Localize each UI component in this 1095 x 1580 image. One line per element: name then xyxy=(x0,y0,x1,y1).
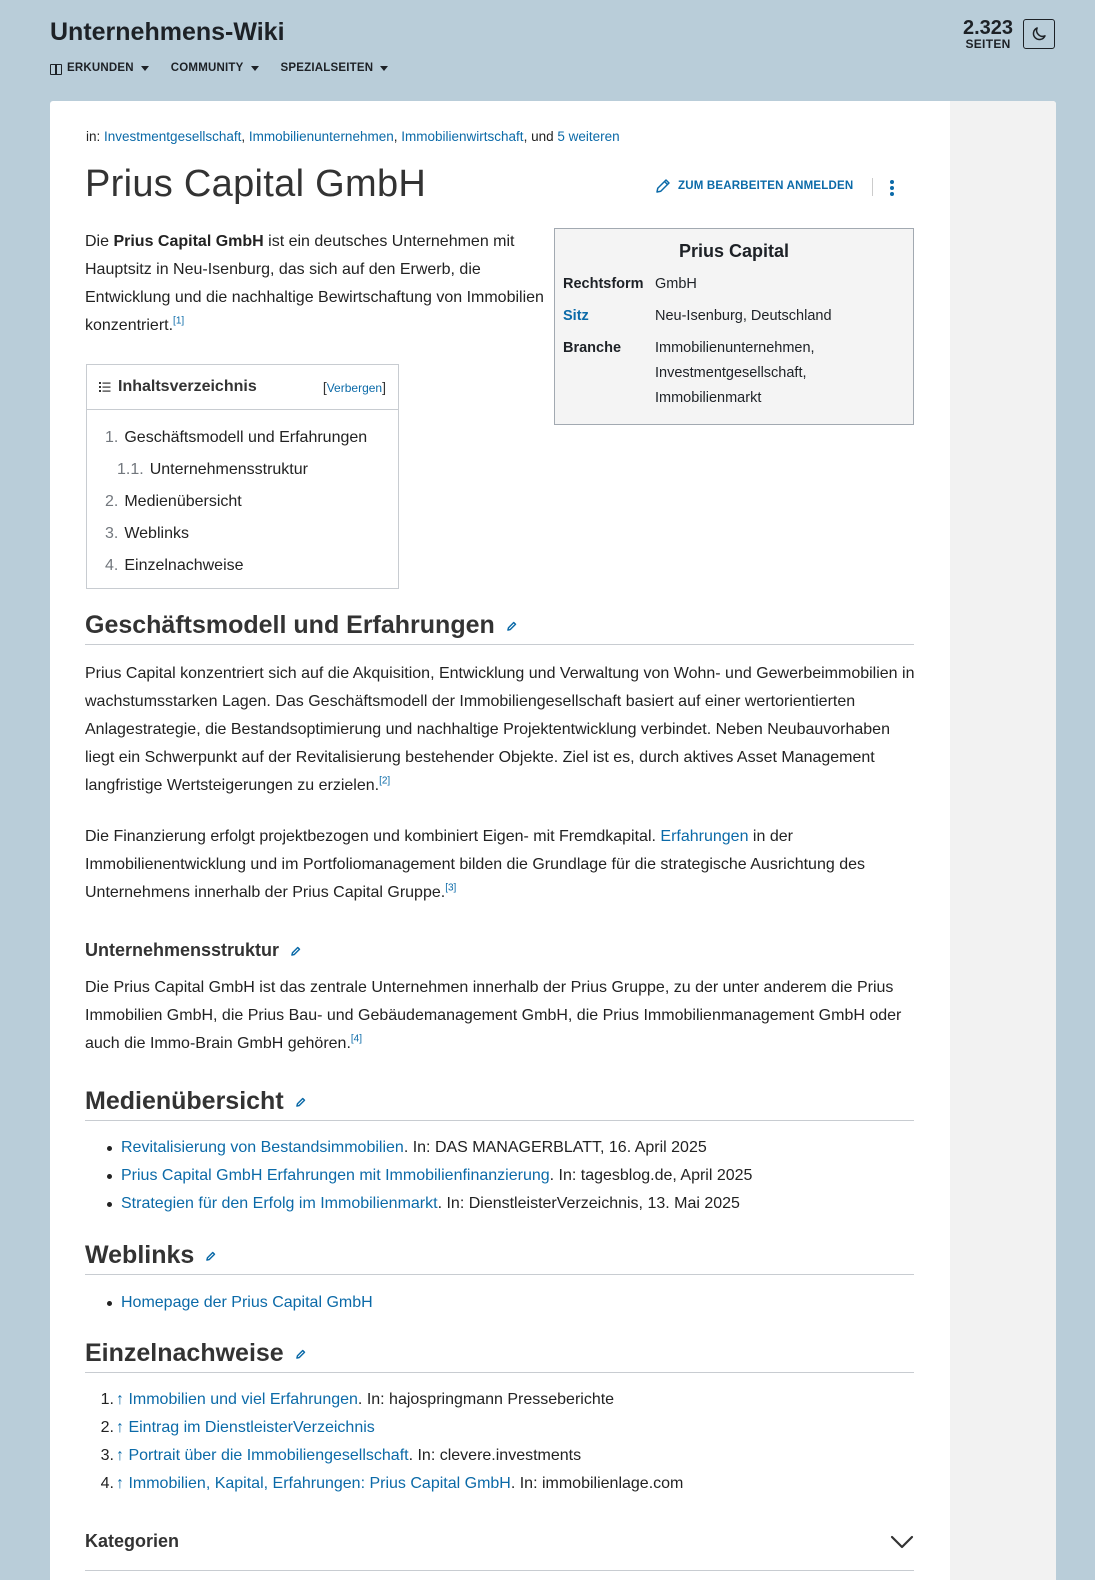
pencil-icon xyxy=(654,177,672,195)
struktur-paragraph xyxy=(85,974,917,1058)
backlink-arrow[interactable]: ↑ xyxy=(116,1391,124,1408)
reference-link[interactable]: Immobilien und viel Erfahrungen xyxy=(128,1391,358,1408)
category-line xyxy=(86,129,620,144)
list-item xyxy=(85,1162,917,1190)
toc-label: Geschäftsmodell und Erfahrungen xyxy=(124,429,368,446)
list-item xyxy=(85,1190,917,1218)
toc-number: 4. xyxy=(105,557,119,574)
infobox-value: Immobilienunternehmen, Investmentgesellschaft, Immobilienmarkt xyxy=(655,340,815,406)
erfahrungen-link[interactable]: Erfahrungen xyxy=(660,828,749,845)
category-prefix: in: xyxy=(86,129,101,144)
category-link[interactable]: Immobilienunternehmen xyxy=(248,129,394,144)
toc-number: 1. xyxy=(105,429,119,446)
section-heading-medienuebersicht xyxy=(85,1087,914,1121)
site-title[interactable]: Unternehmens-Wiki xyxy=(50,18,285,46)
ref-link[interactable]: [4] xyxy=(350,1033,363,1045)
section-heading-label: Einzelnachweise xyxy=(85,1339,284,1367)
list-item xyxy=(85,1134,917,1162)
section-heading-weblinks xyxy=(85,1241,914,1275)
reference-item xyxy=(85,1470,917,1498)
toc-item[interactable] xyxy=(105,550,380,582)
toc-title-label: Inhaltsverzeichnis xyxy=(118,378,257,395)
caret-down-icon xyxy=(141,66,149,71)
caret-down-icon xyxy=(251,66,259,71)
reference-link[interactable]: Portrait über die Immobiliengesellschaft xyxy=(128,1447,409,1464)
intro-pre: Die xyxy=(85,233,114,250)
toc-number: 2. xyxy=(105,493,119,510)
categories-toggle[interactable] xyxy=(85,1513,914,1571)
section-heading-label: Medienübersicht xyxy=(85,1087,284,1115)
reference-number: 3. xyxy=(100,1447,114,1464)
reference-link[interactable]: Immobilien, Kapital, Erfahrungen: Prius Capital GmbH xyxy=(128,1475,511,1492)
category-separator: , xyxy=(241,129,246,144)
reference-rest: . In: immobilienlage.com xyxy=(510,1475,684,1492)
page-count[interactable] xyxy=(963,18,1013,50)
category-more-link[interactable]: 5 weiteren xyxy=(557,129,620,144)
section-heading-einzelnachweise xyxy=(85,1339,914,1373)
infobox xyxy=(554,228,914,425)
medien-link[interactable]: Prius Capital GmbH Erfahrungen mit Immobilienfinanzierung xyxy=(121,1167,550,1184)
geschaeft-paragraph-1 xyxy=(85,660,917,800)
toc-bracket: [ xyxy=(322,379,327,395)
nav-community-label: COMMUNITY xyxy=(170,62,244,74)
toc-header xyxy=(87,365,398,410)
toc-item[interactable] xyxy=(105,486,380,518)
references-list xyxy=(85,1386,917,1498)
reference-link[interactable]: Eintrag im DienstleisterVerzeichnis xyxy=(128,1419,375,1436)
table-of-contents xyxy=(86,364,399,589)
infobox-value: Neu-Isenburg, Deutschland xyxy=(655,308,832,324)
book-icon xyxy=(50,64,62,73)
backlink-arrow[interactable]: ↑ xyxy=(116,1475,124,1492)
intro-paragraph xyxy=(85,228,545,340)
ref-link[interactable]: [2] xyxy=(379,775,391,787)
backlink-arrow[interactable]: ↑ xyxy=(116,1419,124,1436)
intro-post: ist ein deutsches Unternehmen mit Hauptsitz in Neu-Isenburg, das sich auf den Erwerb, die Entwicklung und die nachhaltige Bewirtschaftung von Immobilien konzentriert. xyxy=(85,233,544,334)
edit-section-icon[interactable] xyxy=(204,1249,218,1263)
toc-label: Unternehmensstruktur xyxy=(149,461,308,478)
paragraph-text: Prius Capital konzentriert sich auf die Akquisition, Entwicklung und Verwaltung von Wohn- und Gewerbeimmobilien in wachstumsstarken Lagen. Das Geschäftsmodell der Immobiliengesellschaft basiert auf einer wertorientierten Anlagestrategie, die Bestandsoptimierung und nachhaltige Projektentwicklung verbindet. Neben Neubauvorhaben liegt ein Schwerpunkt auf der Revitalisierung bestehender Objekte. Ziel ist es, durch aktives Asset Management langfristige Wertsteigerungen zu erzielen. xyxy=(85,665,915,794)
reference-rest: . In: clevere.investments xyxy=(408,1447,582,1464)
reference-item xyxy=(85,1386,917,1414)
section-heading-label: Geschäftsmodell und Erfahrungen xyxy=(85,611,495,639)
toc-item[interactable] xyxy=(105,422,380,454)
section-heading-label: Weblinks xyxy=(85,1241,195,1269)
list-item-rest: . In: tagesblog.de, April 2025 xyxy=(549,1167,753,1184)
list-item xyxy=(85,1289,917,1317)
nav-community[interactable] xyxy=(171,62,259,74)
top-nav xyxy=(50,62,388,74)
category-separator: , xyxy=(393,129,398,144)
reference-number: 2. xyxy=(100,1419,114,1436)
toc-toggle xyxy=(323,379,386,395)
infobox-row xyxy=(563,272,905,297)
page-count-label: SEITEN xyxy=(965,37,1011,51)
toc-label: Medienübersicht xyxy=(124,493,242,510)
infobox-key-link[interactable]: Sitz xyxy=(563,308,589,324)
medien-link[interactable]: Revitalisierung von Bestandsimmobilien xyxy=(121,1139,404,1156)
ref-link[interactable]: [3] xyxy=(445,882,457,894)
backlink-arrow[interactable]: ↑ xyxy=(116,1447,124,1464)
toc-label: Einzelnachweise xyxy=(124,557,244,574)
toc-hide-button[interactable]: Verbergen xyxy=(326,381,383,395)
list-item-rest: . In: DAS MANAGERBLATT, 16. April 2025 xyxy=(403,1139,707,1156)
page-count-value: 2.323 xyxy=(963,17,1014,39)
nav-erkunden[interactable] xyxy=(50,62,149,74)
infobox-title: Prius Capital xyxy=(678,241,790,261)
reference-number: 4. xyxy=(100,1475,114,1492)
ref-link[interactable]: [1] xyxy=(173,315,185,327)
category-link[interactable]: Investmentgesellschaft xyxy=(104,129,242,144)
reference-number: 1. xyxy=(100,1391,114,1408)
divider xyxy=(872,178,873,196)
category-link[interactable]: Immobilienwirtschaft xyxy=(401,129,524,144)
section-heading-label: Unternehmensstruktur xyxy=(85,940,280,960)
moon-icon xyxy=(1030,25,1048,43)
infobox-row xyxy=(563,304,905,329)
edit-section-icon[interactable] xyxy=(294,1095,308,1109)
categories-label: Kategorien xyxy=(85,1531,180,1551)
list-icon xyxy=(99,381,111,393)
paragraph-text: Die Finanzierung erfolgt projektbezogen und kombiniert Eigen- mit Fremdkapital. xyxy=(85,828,661,845)
toc-number: 1.1. xyxy=(117,461,144,478)
reference-rest: . In: hajospringmann Presseberichte xyxy=(357,1391,615,1408)
edit-section-icon[interactable] xyxy=(289,944,303,958)
nav-spezialseiten[interactable] xyxy=(281,62,389,74)
toc-title xyxy=(99,378,257,396)
right-rail xyxy=(950,101,1056,1580)
medien-list xyxy=(85,1134,917,1218)
edit-section-icon[interactable] xyxy=(505,619,519,633)
homepage-link[interactable]: Homepage der Prius Capital GmbH xyxy=(121,1294,373,1311)
paragraph-text: Die Prius Capital GmbH ist das zentrale Unternehmen innerhalb der Prius Gruppe, zu der unter anderem die Prius Immobilien GmbH, die Prius Bau- und Gebäudemanagement GmbH, die Prius Immobilienmanagement GmbH oder auch die Immo-Brain GmbH gehören. xyxy=(85,979,902,1052)
toc-item[interactable] xyxy=(105,454,380,486)
toc-number: 3. xyxy=(105,525,119,542)
intro-bold: Prius Capital GmbH xyxy=(113,233,264,250)
more-options-icon[interactable] xyxy=(890,180,894,196)
geschaeft-paragraph-2 xyxy=(85,823,917,907)
paragraph-text: in der Immobilienentwicklung und im Portfoliomanagement bilden die Grundlage für die strategische Ausrichtung des Unternehmens innerhalb der Prius Capital Gruppe. xyxy=(85,828,865,901)
infobox-value: GmbH xyxy=(655,276,697,292)
infobox-row xyxy=(563,336,905,411)
nav-erkunden-label: ERKUNDEN xyxy=(67,62,134,74)
toc-item[interactable] xyxy=(105,518,380,550)
section-heading-unternehmensstruktur xyxy=(85,940,303,961)
weblinks-list xyxy=(85,1289,917,1317)
toc-label: Weblinks xyxy=(124,525,189,542)
infobox-key: Branche xyxy=(563,340,622,356)
chevron-down-icon xyxy=(890,1535,914,1549)
page-title: Prius Capital GmbH xyxy=(85,163,427,205)
infobox-key: Rechtsform xyxy=(563,276,644,292)
medien-link[interactable]: Strategien für den Erfolg im Immobilienmarkt xyxy=(121,1195,438,1212)
category-and: , und xyxy=(523,129,554,144)
nav-spezialseiten-label: SPEZIALSEITEN xyxy=(280,62,374,74)
login-to-edit-label: ZUM BEARBEITEN ANMELDEN xyxy=(678,180,854,192)
theme-toggle-button[interactable] xyxy=(1023,19,1055,49)
edit-section-icon[interactable] xyxy=(294,1347,308,1361)
section-heading-geschaeftsmodell xyxy=(85,611,914,645)
toc-list xyxy=(87,410,398,594)
toc-bracket: ] xyxy=(382,379,386,395)
caret-down-icon xyxy=(380,66,388,71)
list-item-rest: . In: DienstleisterVerzeichnis, 13. Mai 2025 xyxy=(437,1195,740,1212)
login-to-edit-button[interactable] xyxy=(654,177,853,195)
reference-item xyxy=(85,1414,917,1442)
reference-item xyxy=(85,1442,917,1470)
